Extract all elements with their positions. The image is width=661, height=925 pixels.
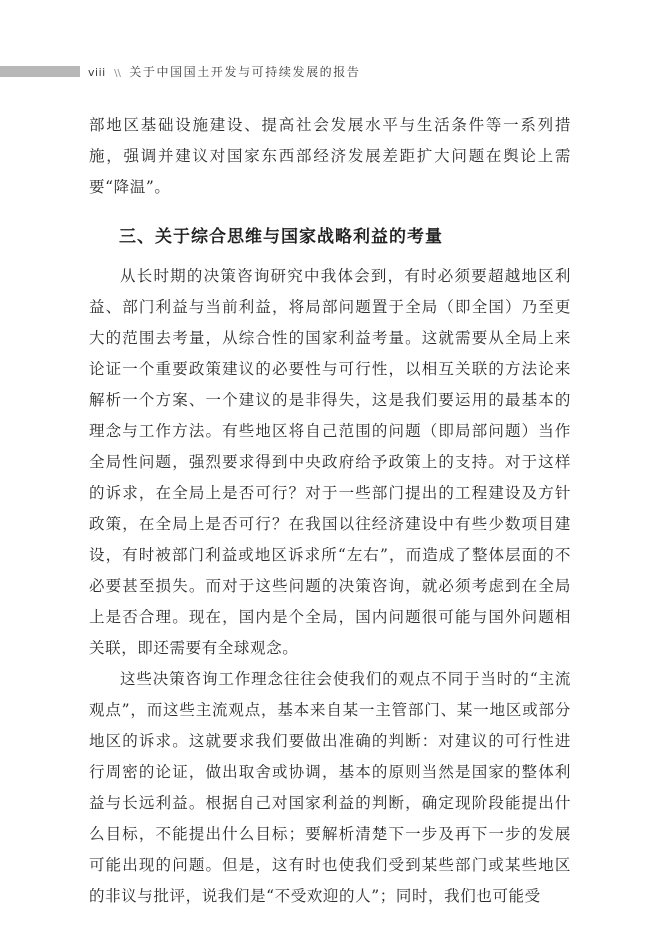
paragraph-continued: 部地区基础设施建设、提高社会发展水平与生活条件等一系列措施，强调并建议对国家东西部经济发展差距扩大问题在舆论上需要“降温”。	[89, 116, 571, 196]
page-number: viii	[88, 66, 106, 79]
section-heading: 三、关于综合思维与国家战略利益的考量	[119, 227, 443, 247]
running-header	[0, 62, 661, 82]
page-body	[89, 110, 571, 912]
header-text	[88, 62, 360, 84]
paragraph: 从长时期的决策咨询研究中我体会到，有时必须要超越地区利益、部门利益与当前利益，将局部问题置于全局（即全国）乃至更大的范围去考量，从综合性的国家利益考量。这就需要从全局上来论证一个重要政策建议的必要性与可行性，以相互关联的方法论来解析一个方案、一个建议的是非得失，这是我们要运用的最基本的理念与工作方法。有些地区将自己范围的问题（即局部问题）当作全局性问题，强烈要求得到中央政府给予政策上的支持。对于这样的诉求，在全局上是否可行？对于一些部门提出的工程建设及方针政策，在全局上是否可行？在我国以往经济建设中有些少数项目建设，有时被部门利益或地区诉求所“左右”，而造成了整体层面的不必要甚至损失。而对于这些问题的决策咨询，就必须考虑到在全局上是否合理。现在，国内是个全局，国内问题很可能与国外问题相关联，即还需要有全球观念。	[89, 267, 571, 657]
paragraph: 这些决策咨询工作理念往往会使我们的观点不同于当时的“主流观点”，而这些主流观点，基本来自某一主管部门、某一地区或部分地区的诉求。这就要求我们要做出准确的判断：对建议的可行性进行周密的论证，做出取舍或协调，基本的原则当然是国家的整体利益与长远利益。根据自己对国家利益的判断，确定现阶段能提出什么目标，不能提出什么目标；要解析清楚下一步及再下一步的发展可能出现的问题。但是，这有时也使我们受到某些部门或某些地区的非议与批评，说我们是“不受欢迎的人”；同时，我们也可能受	[89, 670, 571, 905]
header-gray-bar	[0, 66, 80, 77]
header-separator: \\	[114, 68, 121, 79]
book-title: 关于中国国土开发与可持续发展的报告	[129, 65, 361, 79]
